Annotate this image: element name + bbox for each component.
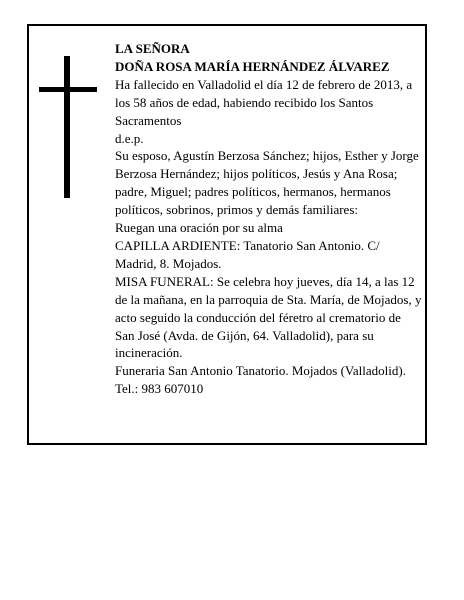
family-list: Su esposo, Agustín Berzosa Sánchez; hijos, Esther y Jorge Berzosa Hernández; hijos políticos, Jesús y Ana Rosa; padre, Miguel; padres políticos, hermanos, hermanos políticos, sobrinos, primos y demás familiares:	[115, 148, 419, 218]
cross-horizontal-bar	[39, 87, 97, 92]
dep-text: d.e.p.	[115, 130, 144, 146]
chapel-info: CAPILLA ARDIENTE: Tanatorio San Antonio. C/ Madrid, 8. Mojados.	[115, 237, 380, 271]
cross-vertical-bar	[64, 56, 70, 198]
funeral-info: MISA FUNERAL: Se celebra hoy jueves, día 14, a las 12 de la mañana, en la parroquia de Sta. María, de Mojados, y acto seguido la conducción del féretro al crematorio de San José (Avda. de Gijón, 64. Valladolid), para su incineración.	[115, 273, 422, 361]
notice-heading: LA SEÑORA	[115, 41, 190, 56]
notice-text	[115, 40, 423, 398]
cross-icon	[39, 56, 97, 198]
death-info: Ha fallecido en Valladolid el día 12 de febrero de 2013, a los 58 años de edad, habiendo recibido los Santos Sacramentos	[115, 76, 413, 128]
funeral-home-info: Funeraria San Antonio Tanatorio. Mojados (Valladolid). Tel.: 983 607010	[115, 363, 406, 397]
deceased-name: DOÑA ROSA MARÍA HERNÁNDEZ ÁLVAREZ	[115, 58, 390, 74]
prayer-request: Ruegan una oración por su alma	[115, 220, 283, 236]
obituary-notice	[27, 24, 427, 445]
